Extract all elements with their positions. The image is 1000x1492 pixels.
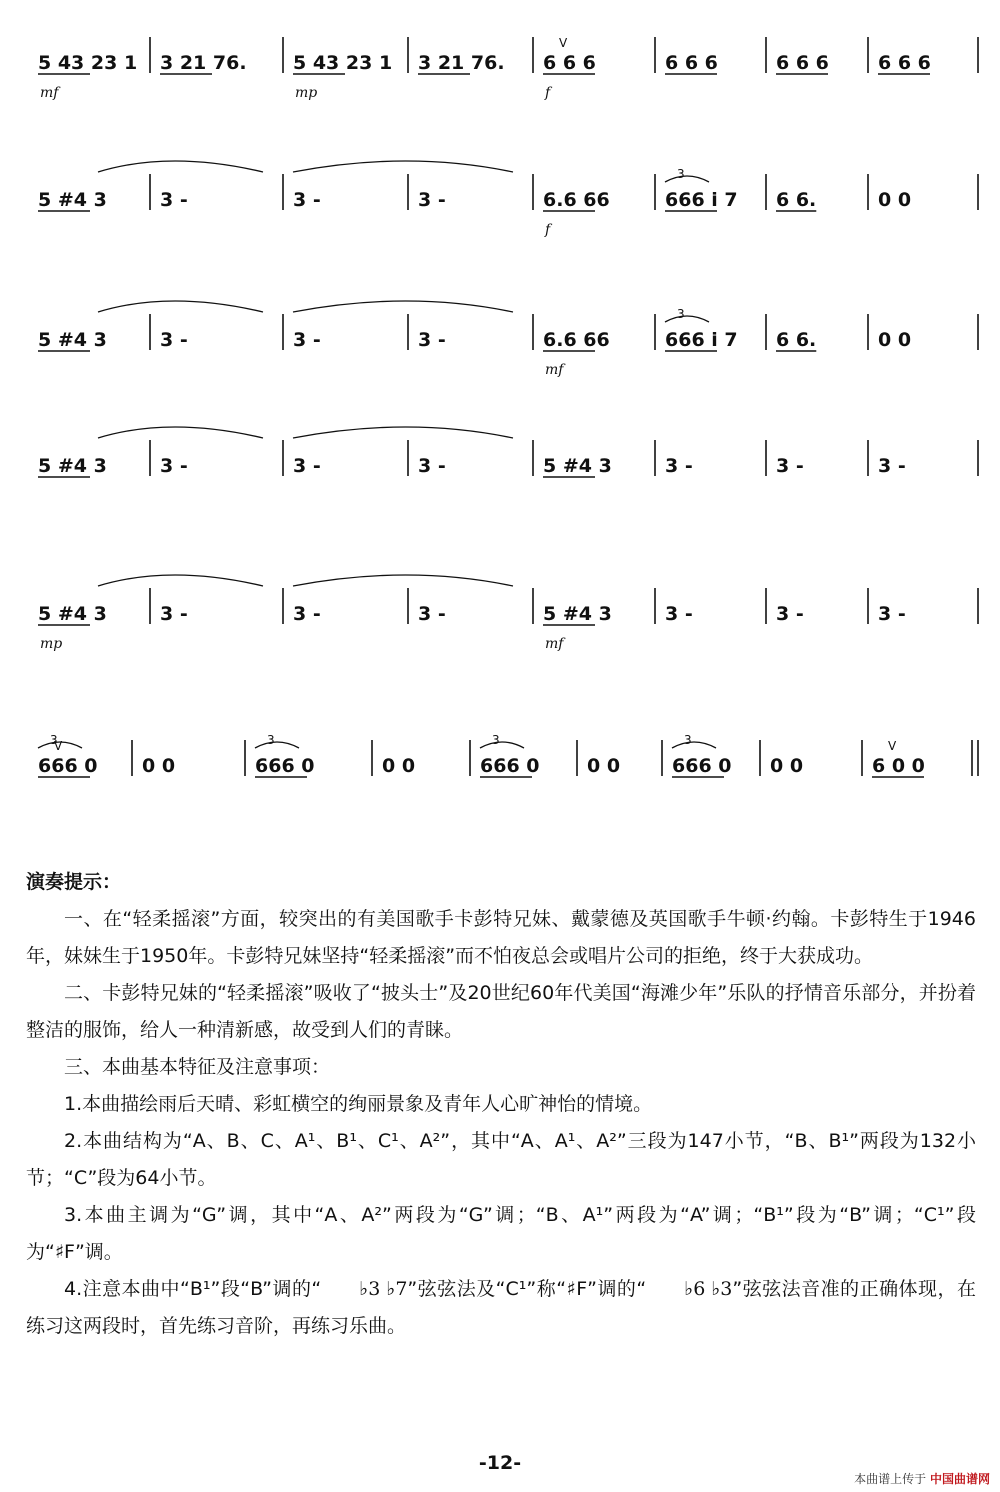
dynamic-mark: mp (40, 636, 63, 652)
measure-notes: 5 #4 3 (38, 329, 107, 351)
measure-notes: 5 #4 3 (543, 603, 612, 625)
tie-slur (98, 427, 263, 438)
measure-notes: 3 - (293, 603, 321, 625)
measure-notes: 6 6. (776, 189, 817, 211)
tips-paragraph-1: 一、在“轻柔摇滚”方面，较突出的有美国歌手卡彭特兄妹、戴蒙德及英国歌手牛顿·约翰。卡彭特生于1946年，妹妹生于1950年。卡彭特兄妹坚持“轻柔摇滚”而不怕夜总会或唱片公司的拒绝，终于大获成功。 (26, 908, 976, 967)
footer-upload-text: 本曲谱上传于 (854, 1472, 927, 1486)
measure-notes: 3 - (293, 329, 321, 351)
measure-notes: 5 #4 3 (543, 455, 612, 477)
triplet-mark: 3 (684, 733, 692, 747)
measure-notes: 0 0 (382, 755, 416, 777)
triplet-mark: 3 (492, 733, 500, 747)
flat-notes-fsharp-key: ♭6 ♭3 (684, 1278, 733, 1300)
tie-slur (98, 161, 263, 172)
tie-slur (293, 161, 513, 172)
measure-notes: 5 #4 3 (38, 603, 107, 625)
measure-notes: 0 0 (878, 329, 912, 351)
dynamic-mark: f (545, 85, 551, 101)
dynamic-mark: mf (40, 85, 59, 101)
measure-notes: 3 - (878, 455, 906, 477)
dynamic-mark: mf (545, 636, 564, 652)
triplet-slur (480, 742, 524, 748)
triplet-mark: 3 (267, 733, 275, 747)
measure-notes: 3 - (160, 455, 188, 477)
measure-notes: 5 43 23 1 (293, 52, 393, 74)
tips-p7-before: 4.注意本曲中“B¹”段“B”调的“ (64, 1278, 322, 1300)
measure-notes: 666 i 7 (665, 329, 738, 351)
triplet-slur (255, 742, 299, 748)
tips-p7-middle: ”弦弦法及“C¹”称“♯F”调的“ (407, 1278, 647, 1300)
tips-p7-after: ”弦弦法音准的正确体现，在练习这两段时，首先练习音阶，再练习乐曲。 (26, 1278, 976, 1337)
tie-slur (98, 301, 263, 312)
measure-notes: 6.6 66 (543, 189, 610, 211)
measure-notes: 3 - (160, 329, 188, 351)
footer-credit (854, 1470, 990, 1487)
breath-mark: V (888, 739, 897, 753)
dynamic-mark: mf (545, 362, 564, 378)
site-logo: 中国曲谱网 (929, 1472, 990, 1486)
triplet-slur (665, 176, 709, 182)
tie-slur (293, 427, 513, 438)
measure-notes: 3 - (160, 189, 188, 211)
breath-mark: V (54, 739, 63, 753)
page-number: -12- (478, 1452, 522, 1474)
tips-paragraph-7 (26, 1271, 976, 1345)
measure-notes: 0 0 (878, 189, 912, 211)
measure-notes: 3 - (293, 189, 321, 211)
dynamic-mark: mp (295, 85, 318, 101)
performance-tips (26, 864, 976, 1345)
measure-notes: 5 43 23 1 (38, 52, 138, 74)
measure-notes: 3 - (160, 603, 188, 625)
measure-notes: 6.6 66 (543, 329, 610, 351)
measure-notes: 3 - (776, 603, 804, 625)
measure-notes: 3 - (665, 455, 693, 477)
measure-notes: 6 6 6 (776, 52, 829, 74)
measure-notes: 0 0 (142, 755, 176, 777)
measure-notes: 0 0 (587, 755, 621, 777)
measure-notes: 666 0 (255, 755, 315, 777)
tips-paragraph-5: 2.本曲结构为“A、B、C、A¹、B¹、C¹、A²”，其中“A、A¹、A²”三段为147小节，“B、B¹”两段为132小节；“C”段为64小节。 (26, 1130, 976, 1189)
dynamic-mark: f (545, 222, 551, 238)
measure-notes: 3 - (418, 455, 446, 477)
measure-notes: 6 6 6 (665, 52, 718, 74)
tips-paragraph-6: 3.本曲主调为“G”调，其中“A、A²”两段为“G”调；“B、A¹”两段为“A”调；“B¹”段为“B”调；“C¹”段为“♯F”调。 (26, 1204, 976, 1263)
tips-heading: 演奏提示： (26, 871, 122, 893)
tie-slur (293, 575, 513, 586)
tie-slur (98, 575, 263, 586)
triplet-slur (665, 316, 709, 322)
measure-notes: 666 0 (672, 755, 732, 777)
measure-notes: 6 6 6 (878, 52, 931, 74)
flat-notes-b-key: ♭3 ♭7 (359, 1278, 408, 1300)
triplet-mark: 3 (677, 307, 685, 321)
measure-notes: 3 - (665, 603, 693, 625)
tips-paragraph-2: 二、卡彭特兄妹的“轻柔摇滚”吸收了“披头士”及20世纪60年代美国“海滩少年”乐队的抒情音乐部分，并扮着整洁的服饰，给人一种清新感，故受到人们的青睐。 (26, 982, 976, 1041)
measure-notes: 3 - (418, 329, 446, 351)
measure-notes: 6 0 0 (872, 755, 925, 777)
triplet-mark: 3 (50, 733, 58, 747)
measure-notes: 3 - (878, 603, 906, 625)
measure-notes: 6 6. (776, 329, 817, 351)
measure-notes: 666 i 7 (665, 189, 738, 211)
measure-notes: 3 - (418, 603, 446, 625)
measure-notes: 3 21 76. (418, 52, 505, 74)
triplet-slur (672, 742, 716, 748)
measure-notes: 666 0 (480, 755, 540, 777)
measure-notes: 5 #4 3 (38, 189, 107, 211)
measure-notes: 3 21 76. (160, 52, 247, 74)
measure-notes: 666 0 (38, 755, 98, 777)
measure-notes: 3 - (293, 455, 321, 477)
tie-slur (293, 301, 513, 312)
measure-notes: 0 0 (770, 755, 804, 777)
tips-paragraph-4: 1.本曲描绘雨后天晴、彩虹横空的绚丽景象及青年人心旷神怡的情境。 (64, 1093, 653, 1115)
measure-notes: 3 - (418, 189, 446, 211)
triplet-mark: 3 (677, 167, 685, 181)
measure-notes: 3 - (776, 455, 804, 477)
breath-mark: V (559, 36, 568, 50)
measure-notes: 6 6 6 (543, 52, 596, 74)
measure-notes: 5 #4 3 (38, 455, 107, 477)
tips-paragraph-3: 三、本曲基本特征及注意事项： (64, 1056, 331, 1078)
